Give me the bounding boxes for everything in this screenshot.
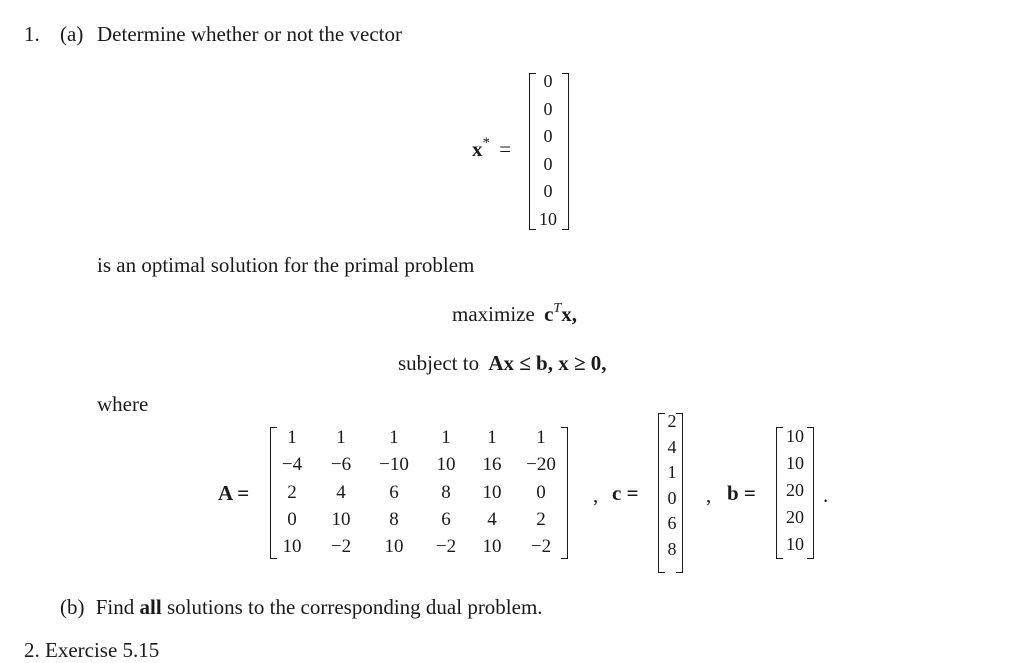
objective: maximize $c^Tx$, — [452, 301, 577, 326]
A-entry: −2 — [435, 536, 457, 557]
c-entry: 1 — [667, 462, 677, 482]
A-entry: −2 — [330, 536, 352, 557]
A-entry: 4 — [487, 509, 497, 530]
c-entry: 8 — [667, 538, 677, 559]
c-entry: 6 — [667, 513, 677, 533]
A-entry: 1 — [389, 427, 399, 448]
A-entry: −10 — [379, 454, 409, 475]
b-entry: 20 — [786, 480, 804, 500]
A-entry: 0 — [287, 509, 297, 530]
optimal-text: is an optimal solution for the primal problem — [97, 253, 475, 277]
A-entry: 1 — [487, 427, 497, 448]
A-entry: 1 — [336, 427, 346, 448]
A-entry: 10 — [436, 454, 456, 475]
xstar-right-bracket — [562, 73, 569, 230]
xstar-entry: 0 — [543, 181, 553, 201]
b-entry: 10 — [786, 534, 804, 554]
A-entry: 6 — [441, 509, 451, 530]
A-entry: 10 — [331, 509, 351, 530]
part-a-text: Determine whether or not the vector — [97, 22, 402, 46]
A-entry: 10 — [282, 536, 302, 557]
A-right-bracket — [561, 427, 568, 559]
problem-number: 1. — [24, 22, 40, 46]
b-entry: 20 — [786, 507, 804, 527]
b-label: b = — [727, 481, 756, 505]
period: . — [823, 483, 829, 507]
xstar-entry: 0 — [543, 153, 553, 174]
comma-1: , — [593, 483, 599, 507]
comma-2: , — [706, 483, 712, 507]
xstar-left-bracket — [529, 73, 536, 230]
constraints: subject to Ax ≤ b, x ≥ 0, — [398, 351, 607, 375]
c-entry: 2 — [667, 411, 677, 431]
A-entry: 10 — [384, 536, 404, 557]
A-entry: 2 — [536, 509, 546, 530]
where-word: where — [97, 392, 149, 416]
A-entry: −20 — [526, 454, 556, 475]
A-entry: 0 — [536, 482, 546, 503]
A-entry: −2 — [530, 536, 552, 557]
A-entry: 1 — [287, 427, 297, 448]
A-entry: 8 — [389, 509, 399, 530]
b-entry: 10 — [786, 426, 804, 446]
A-entry: 8 — [441, 482, 451, 503]
part-a-label: (a) — [60, 22, 84, 46]
A-entry: 16 — [482, 454, 502, 475]
xstar-entry: 10 — [539, 208, 557, 229]
A-entry: 1 — [536, 427, 546, 448]
c-entry: 0 — [667, 487, 677, 508]
next-item: 2. Exercise 5.15 — [24, 638, 160, 662]
A-label: A = — [218, 481, 250, 505]
xstar-entry: 0 — [543, 98, 553, 119]
A-entry: 10 — [482, 536, 502, 557]
A-entry: −6 — [330, 454, 352, 475]
A-entry: 6 — [389, 482, 399, 503]
xstar-equation: x* = — [472, 135, 512, 161]
A-entry: 10 — [482, 482, 502, 503]
A-entry: −4 — [281, 454, 303, 475]
xstar-entry: 0 — [543, 71, 553, 91]
xstar-entry: 0 — [543, 126, 553, 146]
A-entry: 1 — [441, 427, 451, 448]
c-label: c = — [612, 481, 639, 505]
A-entry: 2 — [287, 482, 297, 503]
b-entry: 10 — [786, 453, 804, 473]
A-entry: 4 — [336, 482, 346, 503]
c-entry: 4 — [667, 436, 677, 457]
part-b: (b) Find all solutions to the corresponding dual problem. — [60, 595, 543, 619]
